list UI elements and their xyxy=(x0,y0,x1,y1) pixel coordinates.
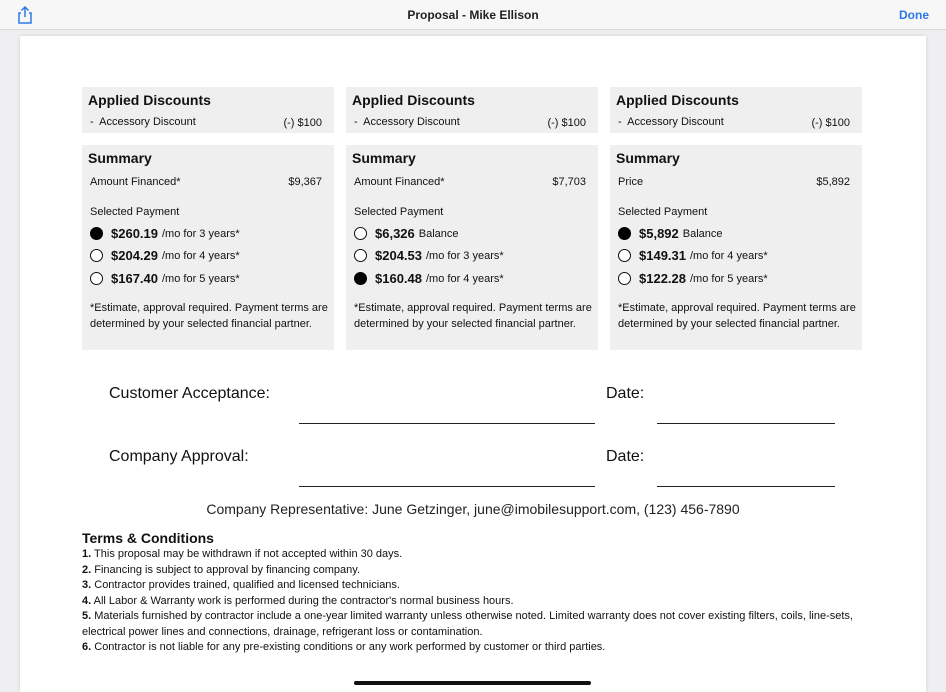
payment-amount: $204.53 xyxy=(375,248,422,263)
payment-amount: $167.40 xyxy=(111,271,158,286)
terms-item: 5. Materials furnished by contractor include a one-year limited warranty unless otherwise noted. Limited warranty does not cover existing filters, coils, line-sets, electrical power lines and connections, drainage, refrigerant loss or contamination. xyxy=(82,610,853,638)
estimate-note: *Estimate, approval required. Payment terms are determined by your selected financial partner. xyxy=(90,302,328,330)
radio-selected-icon[interactable] xyxy=(90,227,103,240)
summary-title: Summary xyxy=(616,150,680,166)
applied-discounts-box xyxy=(610,87,862,133)
top-bar xyxy=(0,0,946,30)
discount-name: Accessory Discount xyxy=(99,116,196,128)
amount-label: Amount Financed* xyxy=(90,176,181,188)
amount-row xyxy=(354,176,586,188)
payment-option-2[interactable] xyxy=(90,248,240,263)
amount-row xyxy=(618,176,850,188)
company-date-label: Date: xyxy=(606,448,645,465)
payment-term: /mo for 5 years* xyxy=(690,272,768,285)
radio-unselected-icon[interactable] xyxy=(90,272,103,285)
payment-amount: $160.48 xyxy=(375,271,422,286)
terms-list xyxy=(82,547,868,656)
company-date-line[interactable] xyxy=(657,486,835,487)
proposal-document xyxy=(20,36,926,692)
amount-row xyxy=(90,176,322,188)
discount-row: - Accessory Discount (-) $100 xyxy=(354,116,586,129)
amount-value: $7,703 xyxy=(552,176,586,188)
summary-box xyxy=(82,145,334,350)
payment-option-2[interactable] xyxy=(354,248,504,263)
payment-term: /mo for 5 years* xyxy=(162,272,240,285)
radio-unselected-icon[interactable] xyxy=(618,249,631,262)
customer-date-line[interactable] xyxy=(657,423,835,424)
payment-amount: $5,892 xyxy=(639,226,679,241)
payment-term: /mo for 4 years* xyxy=(690,249,768,262)
customer-date-label: Date: xyxy=(606,385,645,402)
applied-discounts-box xyxy=(346,87,598,133)
applied-discounts-box xyxy=(82,87,334,133)
payment-term: Balance xyxy=(682,227,723,240)
payment-option-3[interactable] xyxy=(354,271,504,286)
terms-title: Terms & Conditions xyxy=(82,530,214,546)
radio-selected-icon[interactable] xyxy=(354,272,367,285)
selected-payment-label: Selected Payment xyxy=(90,206,180,218)
applied-discounts-title: Applied Discounts xyxy=(88,92,211,108)
payment-amount: $204.29 xyxy=(111,248,158,263)
amount-value: $9,367 xyxy=(288,176,322,188)
payment-amount: $149.31 xyxy=(639,248,686,263)
terms-item: 3. Contractor provides trained, qualified and licensed technicians. xyxy=(82,579,400,591)
summary-title: Summary xyxy=(352,150,416,166)
discount-row: - Accessory Discount (-) $100 xyxy=(618,116,850,129)
terms-item: 4. All Labor & Warranty work is performed during the contractor's normal business hours. xyxy=(82,594,514,607)
payment-term: /mo for 4 years* xyxy=(162,249,240,262)
discount-amount: (-) $100 xyxy=(283,117,322,129)
selected-payment-label: Selected Payment xyxy=(354,206,444,218)
done-button[interactable]: Done xyxy=(899,8,929,22)
payment-term: Balance xyxy=(418,227,459,240)
payment-option-1[interactable] xyxy=(618,226,723,241)
payment-term: /mo for 3 years* xyxy=(426,249,504,262)
radio-unselected-icon[interactable] xyxy=(90,249,103,262)
payment-option-3[interactable] xyxy=(618,271,768,286)
summary-box xyxy=(610,145,862,350)
applied-discounts-title: Applied Discounts xyxy=(352,92,475,108)
payment-amount: $260.19 xyxy=(111,226,158,241)
discount-row: - Accessory Discount (-) $100 xyxy=(90,116,322,129)
customer-signature-line[interactable] xyxy=(299,423,595,424)
estimate-note: *Estimate, approval required. Payment terms are determined by your selected financial partner. xyxy=(354,302,592,330)
discount-name: Accessory Discount xyxy=(627,116,724,128)
applied-discounts-title: Applied Discounts xyxy=(616,92,739,108)
discount-amount: (-) $100 xyxy=(811,117,850,129)
home-indicator[interactable] xyxy=(354,681,591,685)
summary-box xyxy=(346,145,598,350)
radio-selected-icon[interactable] xyxy=(618,227,631,240)
discount-amount: (-) $100 xyxy=(547,117,586,129)
radio-unselected-icon[interactable] xyxy=(618,272,631,285)
payment-term: /mo for 4 years* xyxy=(426,272,504,285)
discount-name: Accessory Discount xyxy=(363,116,460,128)
payment-option-2[interactable] xyxy=(618,248,768,263)
terms-item: 6. Contractor is not liable for any pre-existing conditions or any work performed by customer or third parties. xyxy=(82,641,606,653)
terms-item: 2. Financing is subject to approval by financing company. xyxy=(82,563,361,576)
payment-option-1[interactable] xyxy=(90,226,240,241)
payment-term: /mo for 3 years* xyxy=(162,227,240,240)
payment-option-3[interactable] xyxy=(90,271,240,286)
company-approval-label: Company Approval: xyxy=(109,448,249,465)
document-title: Proposal - Mike Ellison xyxy=(407,8,539,22)
amount-value: $5,892 xyxy=(816,176,850,188)
payment-amount: $122.28 xyxy=(639,271,686,286)
payment-option-1[interactable] xyxy=(354,226,459,241)
company-signature-line[interactable] xyxy=(299,486,595,487)
summary-title: Summary xyxy=(88,150,152,166)
payment-amount: $6,326 xyxy=(375,226,415,241)
company-representative: Company Representative: June Getzinger, june@imobilesupport.com, (123) 456-7890 xyxy=(206,501,740,517)
radio-unselected-icon[interactable] xyxy=(354,227,367,240)
radio-unselected-icon[interactable] xyxy=(354,249,367,262)
selected-payment-label: Selected Payment xyxy=(618,206,708,218)
customer-acceptance-label: Customer Acceptance: xyxy=(109,385,270,402)
terms-item: 1. This proposal may be withdrawn if not accepted within 30 days. xyxy=(82,548,403,560)
amount-label: Price xyxy=(618,176,644,188)
amount-label: Amount Financed* xyxy=(354,176,445,188)
estimate-note: *Estimate, approval required. Payment terms are determined by your selected financial partner. xyxy=(618,302,856,330)
